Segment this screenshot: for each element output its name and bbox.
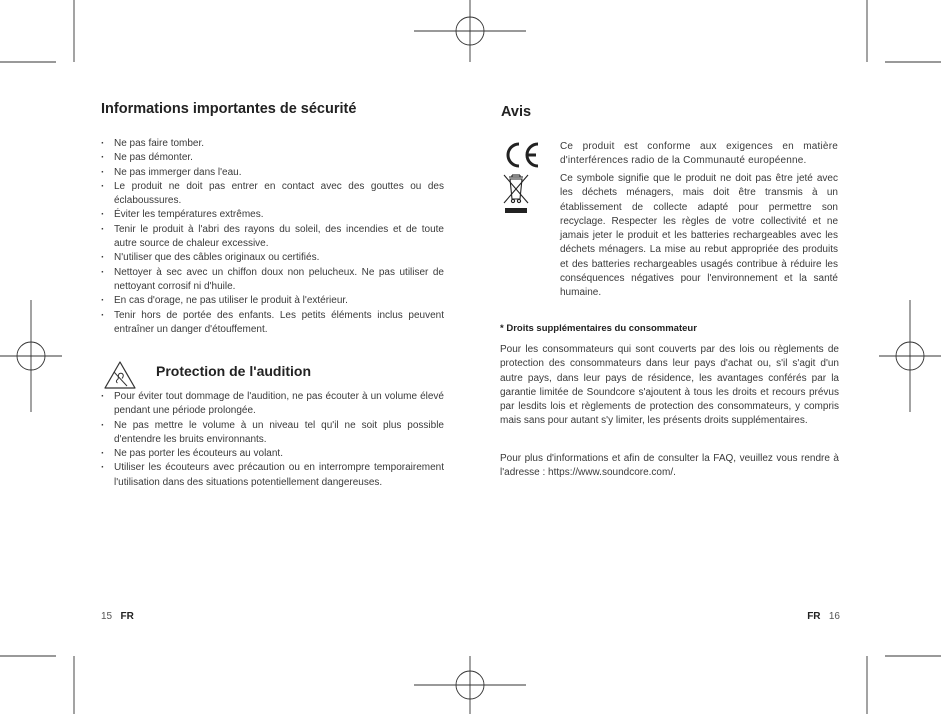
hearing-list xyxy=(101,390,444,490)
page-number: 15 xyxy=(101,611,113,622)
consumer-rights-title: * Droits supplémentaires du consommateur xyxy=(500,323,697,334)
hearing-warning-icon xyxy=(103,360,137,390)
registration-mark-icon xyxy=(879,300,941,412)
page-footer-left xyxy=(101,611,134,622)
consumer-rights-text: Pour les consommateurs qui sont couverts par des lois ou règlements de protection des consommateurs dans leur pays d'achat ou, s'il s'agit d'un autre pays, dans leur pays de résidence, les avantages conférés par la garantie limitée de Soundcore s'ajoutent à tous les droits et recours prévus par lesdits lois et règlements de protection des consommateurs, y compris mais sans pour autant s'y limiter, les présents droits supplémentaires. xyxy=(500,344,839,427)
hearing-title: Protection de l'audition xyxy=(156,363,311,379)
list-item: · Ne pas immerger dans l'eau. xyxy=(101,166,444,180)
ce-mark-icon xyxy=(502,141,542,169)
list-item: · Éviter les températures extrêmes. xyxy=(101,208,444,222)
notice-title: Avis xyxy=(501,104,532,120)
registration-mark-icon xyxy=(0,300,62,412)
list-item: · Ne pas mettre le volume à un niveau tel qu'il ne soit plus possible d'entendre les bruits environnants. xyxy=(101,419,444,448)
safety-list xyxy=(101,137,444,337)
crop-mark-icon xyxy=(867,0,941,62)
ce-notice-text: Ce produit est conforme aux exigences en matière d'interférences radio de la Communauté européenne. xyxy=(560,141,838,167)
list-item: · Nettoyer à sec avec un chiffon doux non pelucheux. Ne pas utiliser de nettoyant corrosif ni d'huile. xyxy=(101,266,444,295)
list-item: · N'utiliser que des câbles originaux ou certifiés. xyxy=(101,251,444,265)
crop-mark-icon xyxy=(0,0,74,62)
language-code: FR xyxy=(807,611,821,622)
crop-mark-icon xyxy=(867,656,941,714)
faq-text: Pour plus d'informations et afin de consulter la FAQ, veuillez vous rendre à l'adresse : https://www.soundcore.com/. xyxy=(500,453,839,479)
list-item: · Ne pas faire tomber. xyxy=(101,137,444,151)
safety-title: Informations importantes de sécurité xyxy=(101,101,357,117)
weee-notice-text: Ce symbole signifie que le produit ne doit pas être jeté avec les déchets ménagers, mais doit être transmis à un établissement de collecte adapté pour permettre son recyclage. Respecter les règles de votre collectivité et ne jamais jeter le produit et les batteries rechargeables avec les déchets ménagers. La mise au rebut appropriée des produits et des batteries rechargeables usagés contribue à réduire les conséquences négatives pour l'environnement et la santé humaine. xyxy=(560,173,838,299)
weee-bin-icon xyxy=(502,171,530,215)
list-item: · Tenir le produit à l'abri des rayons du soleil, des incendies et de toute autre source de chaleur excessive. xyxy=(101,223,444,252)
crop-mark-icon xyxy=(0,656,74,714)
list-item: · Pour éviter tout dommage de l'audition, ne pas écouter à un volume élevé pendant une période prolongée. xyxy=(101,390,444,419)
list-item: · Utiliser les écouteurs avec précaution ou en interrompre temporairement l'utilisation dans des situations potentiellement dangereuses. xyxy=(101,461,444,490)
page-footer-right xyxy=(807,611,840,622)
list-item: · Ne pas porter les écouteurs au volant. xyxy=(101,447,444,461)
page-number: 16 xyxy=(828,611,840,622)
language-code: FR xyxy=(120,611,134,622)
list-item: · En cas d'orage, ne pas utiliser le produit à l'extérieur. xyxy=(101,294,444,308)
list-item: · Tenir hors de portée des enfants. Les petits éléments inclus peuvent entraîner un danger d'étouffement. xyxy=(101,309,444,338)
registration-mark-icon xyxy=(414,656,526,714)
registration-mark-icon xyxy=(414,0,526,62)
list-item: · Le produit ne doit pas entrer en contact avec des gouttes ou des éclaboussures. xyxy=(101,180,444,209)
list-item: · Ne pas démonter. xyxy=(101,151,444,165)
